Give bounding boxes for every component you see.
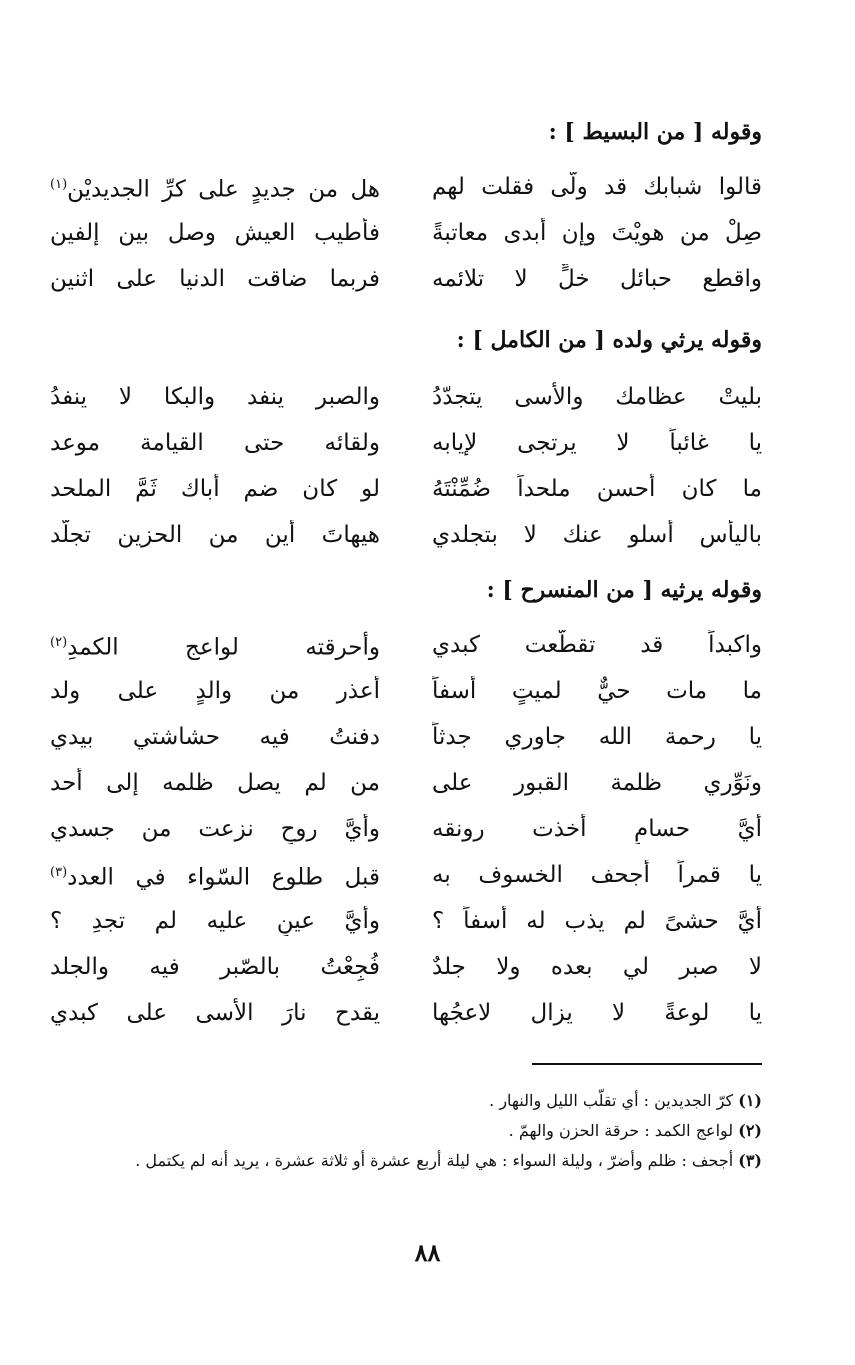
footnote [42,1116,762,1146]
footnote-marker: (٣) [50,864,68,880]
first-hemistich: ونَوِّري ظلمة القبور على [432,770,762,796]
verse-line [50,898,762,944]
footnote-marker: (١) [50,176,68,192]
verse-line [50,164,762,210]
first-hemistich: واقطع حبائل خلٍّ لا تلائمه [432,266,762,292]
second-hemistich: وأيَّ عينٍ عليه لم تجدِ ؟ [50,908,380,934]
footnote-text: كرّ الجديدين : أي تقلّب الليل والنهار . [489,1091,734,1110]
footnote-number: (١) [738,1091,762,1110]
second-hemistich-text: هل من جديدٍ على كرِّ الجديديْن [67,176,380,203]
first-hemistich: باليأس أسلو عنك لا بتجلدي [432,522,762,548]
first-hemistich: لا صبر لي بعده ولا جلدٌ [432,954,762,980]
second-hemistich [50,628,380,663]
first-hemistich: يا لوعةً لا يزال لاعجُها [432,1000,762,1026]
second-hemistich [50,170,380,205]
second-hemistich: فُجِعْتُ بالصّبر فيه والجلد [50,954,380,980]
footnotes [42,1086,762,1176]
footnote [42,1086,762,1116]
footnote-text: لواعج الكمد : حرقة الحزن والهمّ . [508,1121,734,1140]
first-hemistich: بليتْ عظامك والأسى يتجدّدُ [432,384,762,410]
first-hemistich: أيَّ حسامٍ أخذت رونقه [432,816,762,842]
verse-line [50,944,762,990]
first-hemistich: يا غائباً لا يرتجى لإيابه [432,430,762,456]
second-hemistich: والصبر ينفد والبكا لا ينفدُ [50,384,380,410]
second-hemistich: وأيَّ روحٍ نزعت من جسدي [50,816,380,842]
footnote [42,1146,762,1176]
second-hemistich-text: وأحرقته لواعج الكمدِ [67,634,380,661]
section-heading: وقوله يرثي ولده [ من الكامل ] : [456,327,762,353]
first-hemistich: ما كان أحسن ملحداً ضُمِّنْتَهُ [432,476,762,502]
first-hemistich: صِلْ من هويْتَ وإن أبدى معاتبةً [432,220,762,246]
second-hemistich: ولقائه حتى القيامة موعد [50,430,380,456]
second-hemistich: دفنتُ فيه حشاشتي بيدي [50,724,380,750]
second-hemistich: فربما ضاقت الدنيا على اثنين [50,266,380,292]
second-hemistich: من لم يصل ظلمه إلى أحد [50,770,380,796]
verse-line [50,210,762,256]
first-hemistich: يا قمراً أجحف الخسوف به [432,862,762,888]
footnote-text: أجحف : ظلم وأضرّ ، وليلة السواء : هي ليلة أربع عشرة أو ثلاثة عشرة ، يريد أنه لم يكتمل . [135,1151,734,1170]
first-hemistich: واكبداً قد تقطّعت كبدي [432,632,762,658]
footnote-number: (٣) [738,1151,762,1170]
verse-line [50,852,762,898]
verse-line [50,990,762,1036]
page-number: ٨٨ [414,1238,441,1267]
second-hemistich-text: قبل طلوع السّواء في العدد [67,864,380,891]
second-hemistich [50,858,380,893]
second-hemistich: يقدح نارَ الأسى على كبدي [50,1000,380,1026]
first-hemistich: يا رحمة الله جاوري جدثاً [432,724,762,750]
footnote-number: (٢) [738,1121,762,1140]
verse-line [50,512,762,558]
verse-line [50,256,762,302]
poem-block [50,164,762,302]
verse-line [50,760,762,806]
verse-line [50,668,762,714]
verse-line [50,420,762,466]
second-hemistich: فأطيب العيش وصل بين إلفين [50,220,380,246]
section-heading: وقوله يرثيه [ من المنسرح ] : [486,577,762,603]
first-hemistich: قالوا شبابك قد ولّى فقلت لهم [432,174,762,200]
footnote-separator [532,1063,762,1065]
poem-block [50,374,762,558]
second-hemistich: لو كان ضم أباك ثَمَّ الملحد [50,476,380,502]
first-hemistich: أيَّ حشىً لم يذب له أسفاً ؟ [432,908,762,934]
footnote-marker: (٢) [50,634,68,650]
verse-line [50,466,762,512]
second-hemistich: هيهاتَ أين من الحزين تجلّد [50,522,380,548]
verse-line [50,374,762,420]
verse-line [50,714,762,760]
first-hemistich: ما مات حيٌّ لميتٍ أسفاً [432,678,762,704]
second-hemistich: أعذر من والدٍ على ولد [50,678,380,704]
verse-line [50,622,762,668]
poem-block [50,622,762,1036]
section-heading: وقوله [ من البسيط ] : [548,119,762,145]
verse-line [50,806,762,852]
